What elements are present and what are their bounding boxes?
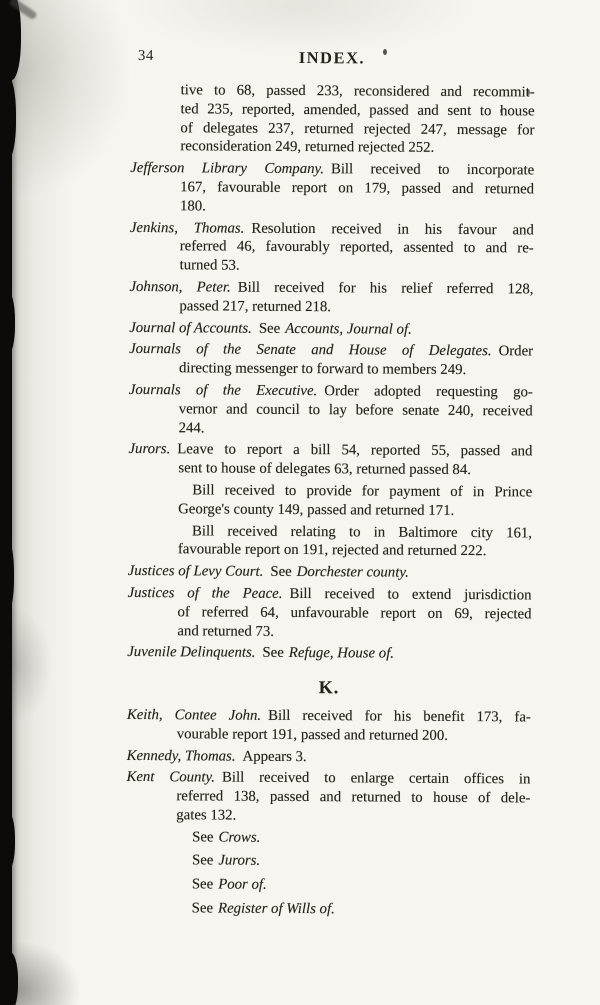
line-text: See (191, 876, 214, 893)
text-line (129, 359, 533, 380)
line-text: reconsideration 249, returned rejected 252. (180, 138, 435, 157)
entry-term: Johnson, Peter. (129, 278, 231, 296)
entry-term: Journals of the Executive. (128, 381, 318, 400)
index-entry (129, 381, 533, 440)
text-line (131, 100, 535, 121)
text-line (130, 119, 534, 140)
line-text: See (270, 563, 292, 581)
text-line (129, 381, 533, 402)
index-entry (130, 219, 534, 278)
text-line (129, 319, 533, 340)
see-target: Dorchester county. (296, 564, 409, 581)
index-entry (126, 768, 530, 827)
text-line (126, 828, 530, 849)
index-sub-paragraph (128, 521, 532, 561)
line-text: Order (498, 343, 534, 360)
line-text: See (262, 645, 284, 662)
text-line (130, 197, 534, 218)
page-number: 34 (137, 48, 154, 65)
entry-term: Journal of Accounts. (129, 319, 252, 337)
binding-edge-blob (0, 952, 18, 1005)
see-target: Accounts, Journal of. (285, 320, 412, 338)
index-entry (127, 643, 531, 664)
entry-term: Justices of the Peace. (127, 584, 283, 602)
text-line (129, 419, 533, 440)
index-entry (128, 562, 532, 583)
entry-term: Kennedy, Thomas. (126, 747, 236, 765)
text-line (126, 768, 530, 789)
line-text: passed 217, returned 218. (179, 298, 332, 315)
entry-term: Jenkins, Thomas. (129, 219, 245, 237)
line-text: Bill received to provide for payment of in Prince (192, 482, 533, 501)
text-line (128, 481, 532, 502)
text-line (130, 159, 534, 180)
page-title: INDEX. (298, 47, 366, 68)
line-text: See (191, 900, 214, 917)
text-line (127, 621, 531, 642)
text-line (128, 584, 532, 605)
see-target: Refuge, House of. (288, 645, 395, 662)
entry-term: Justices of Levy Court. (127, 563, 264, 580)
page-header (0, 46, 600, 70)
continued-paragraph (130, 81, 534, 159)
see-reference (126, 875, 530, 896)
index-entry (127, 746, 531, 767)
text-line (128, 521, 532, 542)
text-line (126, 851, 530, 872)
line-text: and returned 73. (177, 622, 274, 640)
line-text: Appears 3. (242, 748, 307, 765)
line-text: favourable report on 191, rejected and returned 222. (177, 541, 487, 560)
see-target: Jurors. (218, 853, 261, 870)
see-target: Poor of. (218, 876, 267, 894)
line-text: 180. (179, 198, 206, 215)
index-entry (127, 706, 531, 746)
line-text: Bill received to extend jurisdiction (289, 585, 532, 604)
text-line (130, 219, 534, 240)
index-entry (129, 319, 533, 340)
line-text: of referred 64, unfavourable report on 69, rejected (177, 603, 532, 623)
index-entry (127, 584, 531, 643)
text-line (129, 297, 533, 318)
line-text: directing messenger to forward to members 249. (178, 360, 467, 379)
text-line (126, 787, 530, 808)
index-entry (130, 159, 534, 218)
text-line (128, 500, 532, 521)
line-text: Bill received to incorporate (330, 161, 535, 179)
line-text: See (191, 852, 214, 869)
line-text: See (192, 829, 214, 846)
text-line (127, 725, 531, 746)
line-text: referred 138, passed and returned to house of dele- (176, 788, 531, 807)
text-line (131, 81, 535, 102)
text-line (130, 178, 534, 199)
see-target: Register of Wills of. (218, 900, 335, 918)
index-entry (129, 278, 533, 318)
see-reference (126, 851, 530, 872)
text-line (127, 643, 531, 664)
text-line (127, 706, 531, 727)
see-target: Crows. (218, 829, 261, 846)
entry-term: Juvenile Delinquents. (127, 644, 256, 662)
entry-term: Journals of the Senate and House of Delegates. (129, 341, 492, 360)
entry-term: Jefferson Library Company. (130, 160, 325, 178)
text-line (127, 746, 531, 767)
line-text: Leave to report a bill 54, reported 55, passed and (177, 441, 533, 460)
section-heading: K. (318, 677, 340, 698)
line-text: Bill received relating to in Baltimore city 161, (191, 522, 533, 541)
line-text: Resolution received in his favour and (251, 220, 534, 239)
text-line (126, 899, 530, 920)
text-line (128, 562, 532, 583)
line-text: Bill received for his relief referred 128, (237, 279, 534, 298)
text-line (129, 278, 533, 299)
text-line (128, 459, 532, 480)
text-line (129, 340, 533, 361)
index-entry (129, 340, 533, 380)
entry-term: Jurors. (128, 441, 171, 458)
text-line (127, 603, 531, 624)
line-text: of delegates 237, returned rejected 247, message for (180, 119, 535, 139)
text-line (129, 400, 533, 421)
line-text: 244. (178, 419, 205, 436)
line-text: Order adopted requesting go- (324, 383, 533, 401)
text-line (128, 540, 532, 561)
see-reference (126, 828, 530, 849)
text-line (126, 875, 530, 896)
index-sub-paragraph (128, 481, 532, 521)
line-text: George's county 149, passed and returned 171. (178, 500, 455, 519)
line-text: referred 46, favourably reported, assented to and re- (179, 238, 534, 257)
entry-term: Kent County. (126, 769, 216, 786)
index-entries (126, 81, 535, 920)
line-text: ted 235, reported, amended, passed and sent to house (180, 101, 535, 120)
text-line (130, 137, 534, 158)
line-text: vernor and council to lay before senate 240, received (178, 401, 533, 420)
entry-term: Keith, Contee John. (126, 706, 262, 724)
line-text: turned 53. (179, 257, 240, 274)
text-line (130, 256, 534, 277)
line-text: sent to house of delegates 63, returned passed 84. (178, 460, 472, 479)
text-line (126, 806, 530, 827)
see-reference (126, 899, 530, 920)
line-text: Bill received for his benefit 173, fa- (268, 707, 531, 726)
line-text: See (258, 320, 281, 337)
line-text: 167, favourable report on 179, passed and returned (180, 179, 535, 198)
line-text: gates 132. (176, 807, 237, 824)
text-line (128, 440, 532, 461)
text-line (130, 237, 534, 258)
line-text: vourable report 191, passed and returned 200. (176, 725, 449, 744)
line-text: tive to 68, passed 233, reconsidered and recommit- (180, 82, 535, 101)
line-text: Bill received to enlarge certain offices in (221, 769, 531, 788)
index-entry (128, 440, 532, 480)
